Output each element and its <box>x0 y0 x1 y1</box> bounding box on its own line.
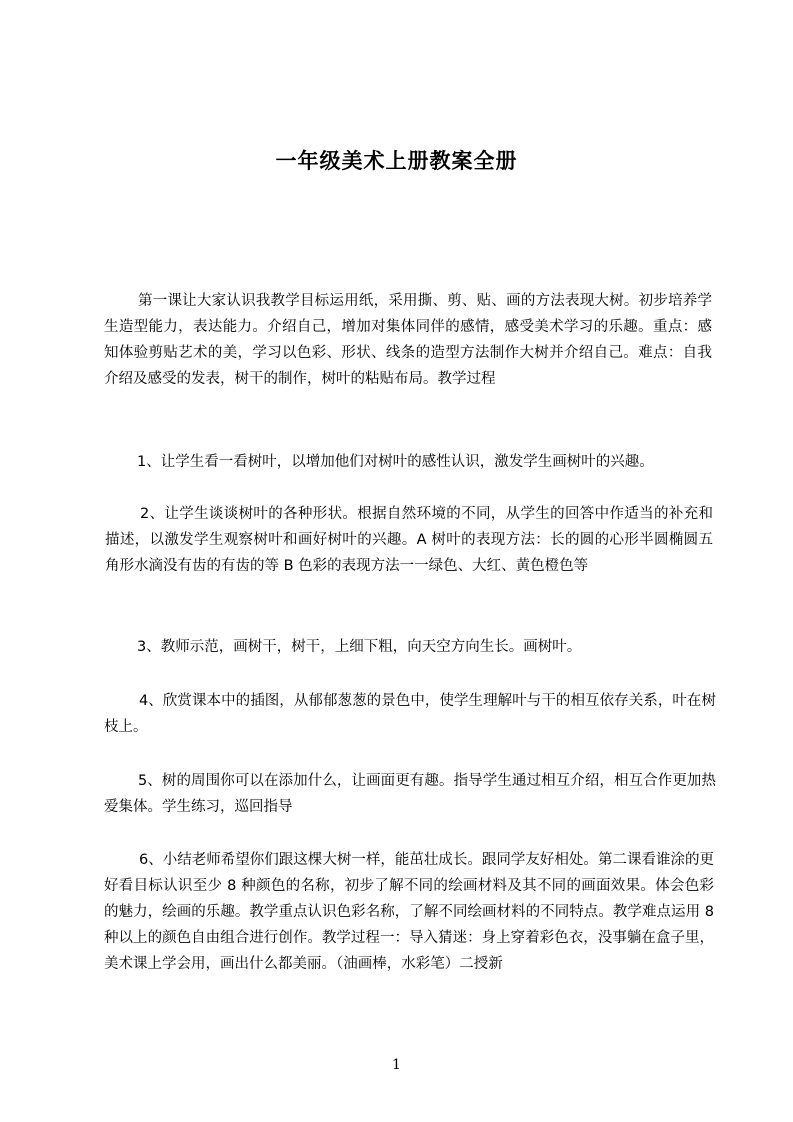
document-title: 一年级美术上册教案全册 <box>275 149 518 173</box>
paragraph-step-3: 3、教师示范，画树干，树干，上细下粗，向天空方向生长。画树叶。 <box>137 639 582 655</box>
paragraph-step-6: 6、小结老师希望你们跟这棵大树一样，能茁壮成长。跟同学友好相处。第二课看谁涂的更好看目标认识至少 8 种颜色的名称，初步了解不同的绘画材料及其不同的画面效果。体会色彩的魅力，绘画的乐趣。教学重点认识色彩名称，了解不同绘画材料的不同特点。教学难点运用 8 种以上的颜色自由组合进行创作。教学过程一：导入猜迷：身上穿着彩色衣，没事躺在盒子里，美术课上学会用，画出什么都美丽。（油画棒，水彩笔）二授新 <box>104 852 714 972</box>
paragraph-step-4: 4、欣赏课本中的插图，从郁郁葱葱的景色中，使学生理解叶与干的相互依存关系，叶在树枝上。 <box>104 693 716 735</box>
paragraph-step-1: 1、让学生看一看树叶，以增加他们对树叶的感性认识，激发学生画树叶的兴趣。 <box>137 454 654 470</box>
page-number: 1 <box>392 1057 401 1073</box>
paragraph-step-2: 2、让学生谈谈树叶的各种形状。根据自然环境的不同，从学生的回答中作适当的补充和描述，以激发学生观察树叶和画好树叶的兴趣。A 树叶的表现方法：长的圆的心形半圆椭圆五角形水滴没有齿的有齿的等 B 色彩的表现方法一一绿色、大红、黄色橙色等 <box>105 506 713 574</box>
paragraph-step-5: 5、树的周围你可以在添加什么，让画面更有趣。指导学生通过相互介绍，相互合作更加热爱集体。学生练习，巡回指导 <box>104 773 716 815</box>
paragraph-lesson-one: 第一课让大家认识我教学目标运用纸，采用撕、剪、贴、画的方法表现大树。初步培养学生造型能力，表达能力。介绍自己，增加对集体同伴的感情，感受美术学习的乐趣。重点：感知体验剪贴艺术的美，学习以色彩、形状、线条的造型方法制作大树并介绍自己。难点：自我介绍及感受的发表，树干的制作，树叶的粘贴布局。教学过程 <box>104 293 712 387</box>
